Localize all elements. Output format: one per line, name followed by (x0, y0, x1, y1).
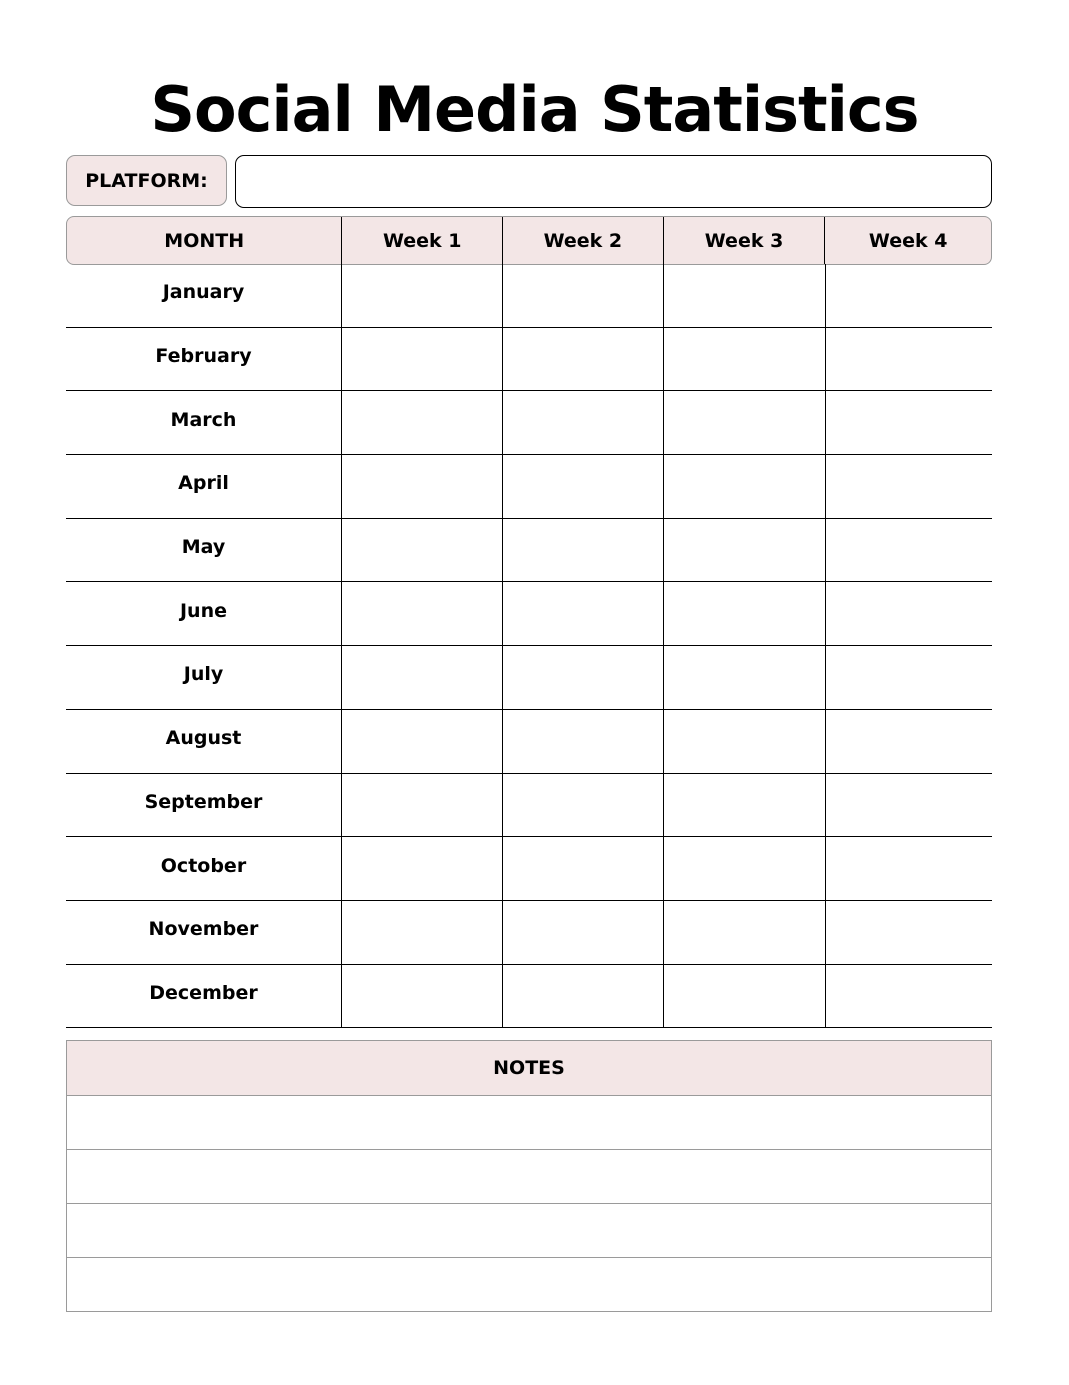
week-1-cell[interactable] (341, 646, 502, 709)
week-4-cell[interactable] (825, 837, 992, 900)
month-table-body (66, 264, 992, 1028)
week-4-cell[interactable] (825, 774, 992, 837)
week-4-cell[interactable] (825, 391, 992, 454)
month-label: May (181, 536, 226, 559)
week-4-cell[interactable] (825, 264, 992, 327)
month-label: June (179, 599, 227, 622)
week-1-cell[interactable] (341, 582, 502, 645)
table-row (66, 455, 992, 519)
week-2-cell[interactable] (502, 455, 663, 518)
week-3-cell[interactable] (663, 837, 825, 900)
week-3-cell[interactable] (663, 264, 825, 327)
week-3-cell[interactable] (663, 965, 825, 1028)
note-line[interactable] (67, 1096, 991, 1150)
column-header-week-4: Week 4 (824, 217, 991, 264)
notes-header: NOTES (67, 1041, 991, 1096)
week-4-cell[interactable] (825, 901, 992, 964)
month-label: January (162, 281, 245, 304)
week-2-cell[interactable] (502, 582, 663, 645)
week-1-cell[interactable] (341, 965, 502, 1028)
week-2-cell[interactable] (502, 710, 663, 773)
week-2-cell[interactable] (502, 264, 663, 327)
table-row (66, 519, 992, 583)
month-label: August (165, 727, 242, 750)
week-1-cell[interactable] (341, 837, 502, 900)
week-3-cell[interactable] (663, 710, 825, 773)
table-row (66, 582, 992, 646)
week-3-cell[interactable] (663, 582, 825, 645)
notes-section (66, 1040, 992, 1312)
week-2-cell[interactable] (502, 328, 663, 391)
column-header-week-3: Week 3 (663, 217, 825, 264)
column-header-month: MONTH (164, 229, 245, 252)
week-1-cell[interactable] (341, 901, 502, 964)
column-header-week-1: Week 1 (341, 217, 502, 264)
note-line[interactable] (67, 1258, 991, 1312)
table-row (66, 965, 992, 1029)
week-2-cell[interactable] (502, 519, 663, 582)
page-title: Social Media Statistics (150, 73, 919, 146)
week-4-cell[interactable] (825, 455, 992, 518)
week-3-cell[interactable] (663, 328, 825, 391)
table-row (66, 646, 992, 710)
week-3-cell[interactable] (663, 646, 825, 709)
week-4-cell[interactable] (825, 710, 992, 773)
month-label: September (144, 790, 263, 813)
week-4-cell[interactable] (825, 965, 992, 1028)
week-2-cell[interactable] (502, 901, 663, 964)
note-line[interactable] (67, 1150, 991, 1204)
week-2-cell[interactable] (502, 391, 663, 454)
month-label: February (155, 345, 252, 368)
table-row (66, 264, 992, 328)
week-1-cell[interactable] (341, 519, 502, 582)
week-4-cell[interactable] (825, 646, 992, 709)
week-2-cell[interactable] (502, 965, 663, 1028)
week-1-cell[interactable] (341, 328, 502, 391)
table-row (66, 391, 992, 455)
table-row (66, 328, 992, 392)
week-2-cell[interactable] (502, 646, 663, 709)
note-line[interactable] (67, 1204, 991, 1258)
week-2-cell[interactable] (502, 774, 663, 837)
week-3-cell[interactable] (663, 519, 825, 582)
table-header (66, 216, 992, 265)
week-1-cell[interactable] (341, 710, 502, 773)
month-label: November (148, 918, 259, 941)
week-3-cell[interactable] (663, 901, 825, 964)
week-4-cell[interactable] (825, 519, 992, 582)
week-4-cell[interactable] (825, 582, 992, 645)
table-row (66, 837, 992, 901)
week-3-cell[interactable] (663, 774, 825, 837)
table-row (66, 774, 992, 838)
month-label: October (160, 854, 247, 877)
week-1-cell[interactable] (341, 455, 502, 518)
month-label: April (178, 472, 229, 495)
week-1-cell[interactable] (341, 391, 502, 454)
week-3-cell[interactable] (663, 455, 825, 518)
week-1-cell[interactable] (341, 264, 502, 327)
table-row (66, 710, 992, 774)
platform-field[interactable] (235, 155, 992, 208)
column-header-week-2: Week 2 (502, 217, 663, 264)
table-row (66, 901, 992, 965)
week-2-cell[interactable] (502, 837, 663, 900)
week-3-cell[interactable] (663, 391, 825, 454)
platform-label: PLATFORM: (66, 155, 227, 206)
week-1-cell[interactable] (341, 774, 502, 837)
month-label: March (170, 408, 237, 431)
week-4-cell[interactable] (825, 328, 992, 391)
month-label: July (183, 663, 224, 686)
month-label: December (149, 981, 258, 1004)
